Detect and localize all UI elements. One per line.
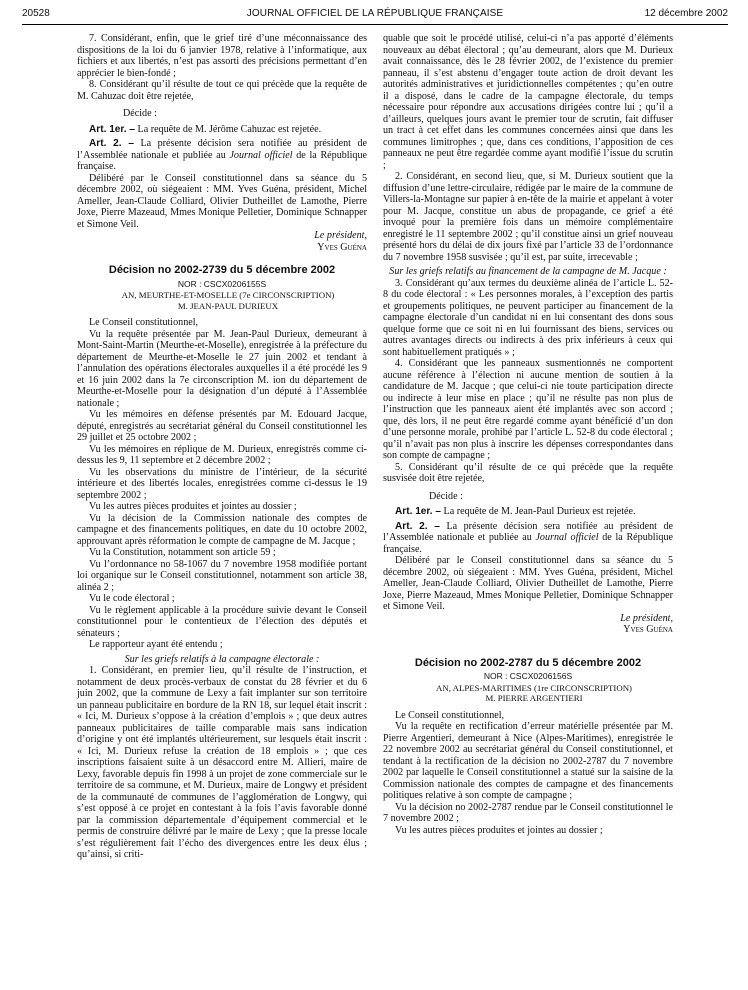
signature-title: Le président, (314, 230, 367, 241)
decision-title: Décision no 2002-2739 du 5 décembre 2002 (108, 264, 336, 276)
page-number: 20528 (22, 8, 50, 19)
nor-reference: NOR : CSCX0206156S (483, 671, 573, 681)
right-column (383, 33, 673, 836)
article-1 (383, 506, 673, 518)
considerant-continued: quable que soit le procédé utilisé, celui-ci n’a pas apporté d’éléments nouveaux au débat électoral ; qu’au demeurant, alors que M. Durieux avait connaissance, dès le 28 février 2002, de l’existence du premier panneau, il s’est abstenu d’engager toute action de droit devant les autorités administratives et juridictionnelles compétentes ; qu’en outre il a disposé, dans le cadre de la campagne électorale, du temps nécessaire pour répondre aux accusations dirigées contre lui ; qu’il a d’ailleurs, quelques jours avant le premier tour de scrutin, fait diffuser un tract à cet effet dans les communes concernées ainsi que dans les communes limitrophes ; que, dans ces conditions, l’apposition de ces panneaux ne peut être regardée comme ayant modifié l’issue du scrutin ; (383, 33, 673, 171)
article-label: Art. 2. – (89, 138, 134, 149)
visa: Vu la Constitution, notamment son article 59 ; (89, 547, 276, 558)
signature-title: Le président, (620, 612, 673, 624)
decision-title: Décision no 2002-2787 du 5 décembre 2002 (414, 656, 642, 669)
visa: Vu la requête en rectification d’erreur matérielle présentée par M. Pierre Argentieri, demeurant à Nice (Alpes-Maritimes), enregistrée le 22 novembre 2002 au secrétariat général du Conseil constitutionnel, et tendant à la rectification de la décision no 2002-2787 du 7 novembre 2002 par laquelle le Conseil constitutionnel a statué sur la saisine de la Commission nationale des comptes de campagne et des financements politiques relative à son compte de campagne ; (383, 721, 673, 801)
considerant: 3. Considérant qu’aux termes du deuxième alinéa de l’article L. 52-8 du code électoral : « Les personnes morales, à l’exception des partis et groupements politiques, ne peuvent participer au financement de la campagne électorale d’un candidat ni en lui consentant des dons sous quelque forme que ce soit ni en lui fournissant des biens, services ou autres avantages directs ou indirects à des prix inférieurs à ceux qui sont habituellement pratiqués » ; (383, 277, 673, 358)
page-header (22, 6, 728, 24)
article-2 (77, 138, 367, 173)
signature-name: Yves Guéna (317, 241, 367, 253)
visa: Vu les autres pièces produites et jointes au dossier ; (89, 501, 297, 512)
requerant-line: M. JEAN-PAUL DURIEUX (177, 300, 279, 311)
delibere-paragraph: Délibéré par le Conseil constitutionnel dans sa séance du 5 décembre 2002, où siégeaient : MM. Yves Guéna, président, Michel Ameller, Jean-Claude Colliard, Olivier Dutheillet de Lamothe, Pierre Joxe, Pierre Mazeaud, Mmes Monique Pelletier, Dominique Schnapper et Simone Veil. (383, 555, 673, 612)
visa: Vu le code électoral ; (89, 593, 175, 604)
requerant-line: M. PIERRE ARGENTIERI (485, 693, 583, 703)
article-text-end: de la République française. (383, 532, 673, 555)
issue-date: 12 décembre 2002 (644, 8, 728, 19)
conseil-line: Le Conseil constitutionnel, (395, 709, 505, 721)
article-text: La requête de M. Jean-Paul Durieux est rejetée. (441, 506, 636, 517)
article-text: La présente décision sera notifiée au président de l’Assemblée nationale et publiée au (77, 138, 368, 161)
decide-label: Décide : (429, 490, 463, 502)
circonscription-line: AN, ALPES-MARITIMES (1re CIRCONSCRIPTION) (436, 682, 632, 693)
visa: Vu les mémoires en défense présentés par M. Edouard Jacque, député, enregistrés au secrétariat général du Conseil constitutionnel les 29 juillet et 25 octobre 2002 ; (77, 409, 367, 443)
visa: Vu la décision de la Commission nationale des comptes de campagne et des financements politiques, en date du 10 octobre 2002, approuvant après réformation le compte de campagne de M. Jacque ; (77, 512, 367, 547)
nor-reference: NOR : CSCX0206155S (177, 278, 267, 289)
article-2 (383, 521, 673, 556)
considerant: 2. Considérant, en second lieu, que, si M. Durieux soutient que la diffusion d’une lettre-circulaire, rédigée par le maire de la commune de Villers-la-Montagne sur papier à en-tête de la mairie et appelant à voter pour M. Jacque, constitue un abus de propagande, ce grief a été invoqué pour la première fois dans un mémoire complémentaire enregistré le 11 septembre 2002 ; qu’il constitue ainsi un grief nouveau présenté hors du délai de dix jours fixé par l’article 33 de l’ordonnance du 7 novembre 1958 susvisée ; qu’il est, par suite, irrecevable ; (383, 171, 673, 263)
header-rule (22, 24, 728, 25)
considerant: 1. Considérant, en premier lieu, qu’il résulte de l’instruction, et notamment de deux procès-verbaux de constat du 28 février et du 6 juin 2002, que la commune de Lexy a fait implanter sur son territoire un panneau publicitaire en bordure de la RN 18, sur lequel était inscrit : « Ici, M. Durieux s’oppose à la création d’emplois » ; que deux autres panneaux publicitaires de taille comparable mais sans indication d’origine y ont été implantés ultérieurement, sur lesquels était inscrit : « Ici, M. Durieux refuse la création de 18 emplois » ; que ces inscriptions faisaient suite à un désaccord entre M. Allieri, maire de Lexy, favorable depuis fin 1998 à un projet de zone commerciale sur le territoire de sa commune, et M. Durieux, maire de Longwy et président de la communauté de communes de l’agglomération de Longwy, qui s’est opposé à ce projet en contestant à la fois l’avis favorable donné par la commission départementale d’équipement commercial et le permis de construire délivré par le maire de Lexy ; que la presse locale s’est régulièrement fait l’écho des divergences entre les deux élus ; qu’ainsi, si criti- (77, 665, 367, 860)
visa: Vu la décision no 2002-2787 rendue par le Conseil constitutionnel le 7 novembre 2002 ; (383, 801, 673, 824)
visa: Vu les autres pièces produites et jointes au dossier ; (395, 824, 603, 836)
article-text: La présente décision sera notifiée au président de l’Assemblée nationale et publiée au (383, 520, 674, 543)
article-text: La requête de M. Jérôme Cahuzac est rejetée. (135, 123, 322, 135)
article-label: Art. 1er. – (89, 123, 136, 135)
decide-label: Décide : (123, 108, 157, 119)
article-label: Art. 1er. – (395, 506, 442, 517)
article-label: Art. 2. – (395, 520, 440, 532)
visa: Vu la requête présentée par M. Jean-Paul Durieux, demeurant à Mont-Saint-Martin (Meurthe-et-Moselle), enregistrée à la préfecture du département de Meurthe-et-Moselle le 27 juin 2002 et tendant à l’annulation des opérations électorales auxquelles il a été procédé les 9 et 16 juin 2002 dans la 7e circonscription M. ion du département de Meurthe-et-Moselle pour la désignation d’un député à l’Assemblée nationale ; (77, 328, 367, 409)
paragraph: 7. Considérant, enfin, que le grief tiré d’une méconnaissance des dispositions de la loi du 6 janvier 1978, relative à l’informatique, aux fichiers et aux libertés, n’est pas assorti des précisions permettant d’en apprécier le bien-fondé ; (77, 33, 367, 79)
paragraph: 8. Considérant qu’il résulte de tout ce qui précède que la requête de M. Cahuzac doit être rejetée, (77, 79, 367, 102)
conseil-line: Le Conseil constitutionnel, (89, 317, 199, 328)
journal-name: Journal officiel (535, 532, 599, 543)
signature-name: Yves Guéna (623, 624, 673, 635)
section-heading: Sur les griefs relatifs au financement de la campagne de M. Jacque : (389, 266, 667, 277)
circonscription-line: AN, MEURTHE-ET-MOSELLE (7e CIRCONSCRIPTION) (121, 290, 335, 300)
visa: Vu les observations du ministre de l’intérieur, de la sécurité intérieure et des libertés locales, enregistrées comme ci-dessus le 19 septembre 2002 ; (77, 466, 367, 501)
journal-name: Journal officiel (229, 149, 293, 161)
visa: Vu le règlement applicable à la procédure suivie devant le Conseil constitutionnel pour le contentieux de l’élection des députés et sénateurs ; (77, 604, 367, 639)
delibere-paragraph: Délibéré par le Conseil constitutionnel dans sa séance du 5 décembre 2002, où siégeaient : MM. Yves Guéna, président, Michel Ameller, Jean-Claude Colliard, Olivier Dutheillet de Lamothe, Pierre Joxe, Pierre Mazeaud, Mmes Monique Pelletier, Dominique Schnapper et Simone Veil. (77, 172, 367, 230)
section-heading: Sur les griefs relatifs à la campagne électorale : (124, 653, 320, 665)
article-text-end: de la République française. (77, 149, 367, 172)
considerant: 5. Considérant qu’il résulte de ce qui précède que la requête susvisée doit être rejetée, (383, 461, 673, 484)
visa: Vu l’ordonnance no 58-1067 du 7 novembre 1958 modifiée portant loi organique sur le Conseil constitutionnel, notamment son article 38, alinéa 2 ; (77, 558, 367, 593)
journal-title: JOURNAL OFFICIEL DE LA RÉPUBLIQUE FRANÇAISE (246, 8, 504, 19)
article-1 (77, 124, 367, 136)
left-column (77, 33, 367, 861)
rapporteur-line: Le rapporteur ayant été entendu ; (89, 639, 223, 650)
visa: Vu les mémoires en réplique de M. Durieux, enregistrés comme ci-dessus les 9, 11 septembre et 2 décembre 2002 ; (77, 443, 367, 466)
considerant: 4. Considérant que les panneaux susmentionnés ne comportent aucune référence à l’élection ni aucune mention de soutien à la candidature de M. Jacque ; que celui-ci nie toute participation directe ou indirecte à leur mise en place ; qu’il ne résulte pas non plus de l’instruction que les panneaux aient été implantés avec son accord ; que, dès lors, il ne peut être regardé comme ayant bénéficié d’un don d’une personne morale, prohibé par l’article L. 52-8 du code électoral ; qu’il n’avait pas non plus à inscrire les dépenses correspondantes dans son compte de campagne ; (383, 358, 673, 461)
